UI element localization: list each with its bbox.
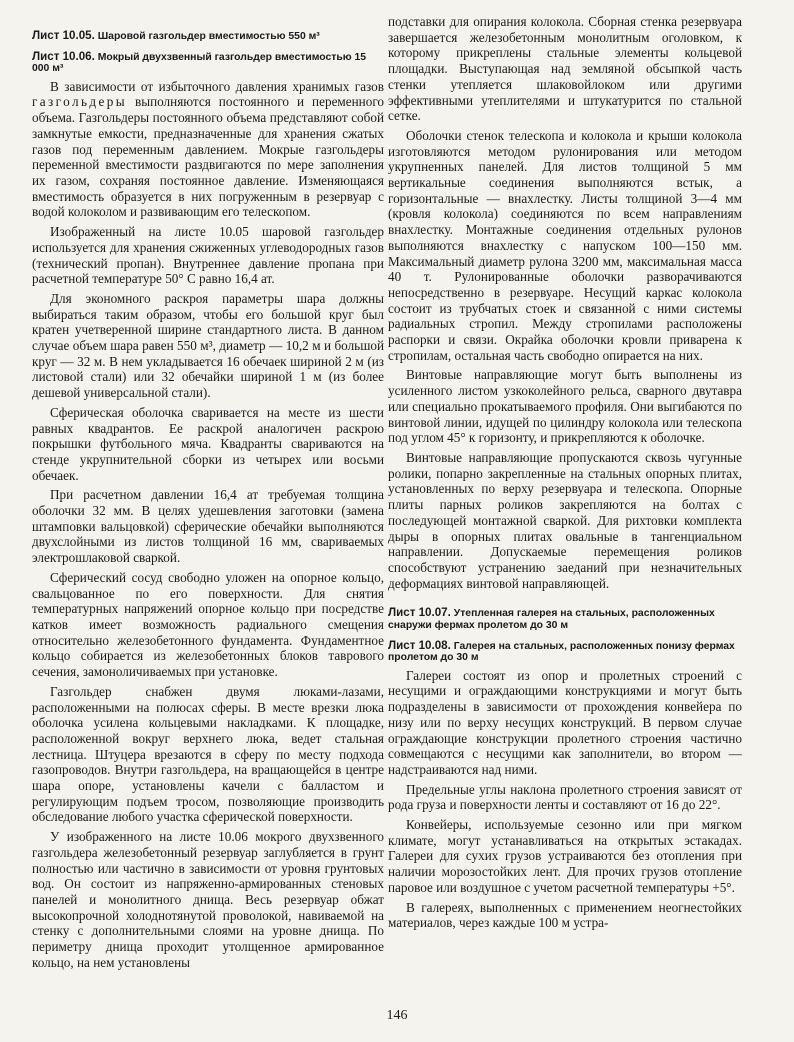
sheet-ref: Лист 10.05. [32, 29, 95, 42]
paragraph: Сферический сосуд свободно уложен на опорное кольцо, свальцованное по его поверхности. Для снятия температурных напряжений опорное кольцо при посредстве катков имеет возможность радиального смещения относительно железобетонного фундамента. Фундаментное кольцо собирается из железобетонных блоков таврового сечения, замоноличиваемых при установке. [32, 569, 384, 680]
paragraph: Предельные углы наклона пролетного строения зависят от рода груза и поверхности ленты и составляют от 16 до 22°. [388, 781, 742, 813]
paragraph-text: выполняются постоянного и переменного объема. Газгольдеры постоянного объема представляют собой замкнутые емкости, предназначенные для хранения сжатых газов под переменным давлением. Мокрые газгольдеры переменной вместимости раздвигаются по мере заполнения их газом, сохраняя постоянное давление. Изменяющаяся вместимость образуется в них погруженным в резервуар с водой колоколом и развивающим его телескопом. [32, 94, 384, 220]
paragraph: В галереях, выполненных с применением неогнестойких материалов, через каждые 100 м устра- [388, 899, 742, 931]
sheet-ref: Лист 10.06. [32, 49, 95, 63]
sheet-heading-10-05 [32, 30, 384, 43]
sheet-heading-10-08 [388, 640, 742, 664]
sheet-heading-10-06 [32, 51, 384, 75]
paragraph-intro [32, 79, 384, 220]
paragraph-text: В зависимости от избыточного давления хранимых газов [50, 78, 384, 94]
left-column [32, 18, 384, 1008]
right-column [388, 14, 742, 1004]
paragraph: Газгольдер снабжен двумя люками-лазами, расположенными на полюсах сферы. В месте врезки люка оболочка усилена кольцевыми накладками. К площадке, расположенной вокруг верхнего люка, ведет стальная лестница. Штуцера врезаются в сферу по месту подхода газопроводов. Внутри газгольдера, на вращающейся в центре шара опоре, установлены качели с балластом и регулирующим подъем тросом, позволяющие производить обследование любого участка сферической поверхности. [32, 683, 384, 825]
term-gasholders: газгольдеры [32, 94, 127, 110]
sheet-title: Шаровой газгольдер вместимостью 550 м³ [97, 31, 320, 42]
paragraph: Изображенный на листе 10.05 шаровой газгольдер используется для хранения сжиженных углеводородных газов (технический пропан). Внутреннее давление пропана при расчетной температуре 50° С равно 16,4 ат. [32, 224, 384, 287]
paragraph: У изображенного на листе 10.06 мокрого двухзвенного газгольдера железобетонный резервуар заглубляется в грунт полностью или частично в зависимости от уровня грунтовых вод. Он состоит из напряженно-армированных стеновых панелей и монолитного днища. Весь резервуар обжат высокопрочной холоднотянутой проволокой, навиваемой на стенку с дополнительными слоями на уровне днища. По периметру днища проходит утолщенное армированное кольцо, на нем установлены [32, 829, 384, 970]
paragraph: Для экономного раскроя параметры шара должны выбираться таким образом, чтобы его большой круг был кратен учетверенной ширине стандартного листа. В данном случае объем шара равен 550 м³, диаметр — 10,2 м и большой круг — 32 м. В нем укладывается 16 обечаек шириной 2 м (из листовой стали) или 32 обечайки шириной 1 м (из более дешевой универсальной стали). [32, 290, 384, 401]
paragraph-continued: подставки для опирания колокола. Сборная стенка резервуара завершается железобетонным монолитным оголовком, к которому прикреплены стальные элементы кольцевой площадки. Выступающая над земляной обсыпкой часть стенки утепляется шлаковойлоком или другими эффективными утеплителями и штукатурится по стальной сетке. [388, 14, 742, 124]
paragraph: Галереи состоят из опор и пролетных строений с несущими и ограждающими конструкциями и могут быть подразделены в зависимости от прохождения конвейера по низу или по верху несущих конструкций. В первом случае ограждающие конструкции пролетного строения частично совмещаются с несущими как заполнители, во втором — надстраиваются над ними. [388, 667, 742, 777]
paragraph: Винтовые направляющие пропускаются сквозь чугунные ролики, попарно закрепленные на стальных опорных плитах, установленных по верху резервуара и телескопа. Опорные плиты парных роликов закрепляются на болтах с последующей монтажной сваркой. Для рихтовки комплекта дыры в опорных плитах овальные в тангенциальном направлении. Допускаемые перемещения роликов способствуют устранению заеданий при незначительных деформациях винтовой направляющей. [388, 449, 742, 591]
sheet-ref: Лист 10.08. [388, 638, 451, 652]
paragraph: При расчетном давлении 16,4 ат требуемая толщина оболочки 32 мм. В целях удешевления заготовки (замена штамповки вальцовкой) сферические обечайки выполняются двухслойными из листов толщиной 16 мм, свариваемых электрошлаковой сваркой. [32, 487, 384, 566]
page-number: 146 [386, 1008, 408, 1023]
paragraph: Оболочки стенок телескопа и колокола и крыши колокола изготовляются методом рулонирования или методом укрупненных панелей. Для листов толщиной 5 мм вертикальные соединения выполняются встык, а горизонтальные — внахлестку. Листы толщиной 3—4 мм (кровля колокола) соединяются по всем направлениям внахлестку. Монтажные соединения отдельных рулонов выполняются внахлестку с напуском 100—150 мм. Максимальный диаметр рулона 3200 мм, максимальная масса 40 т. Рулонированные оболочки разворачиваются непосредственно в резервуаре. Несущий каркас колокола состоит из трубчатых стоек и связанной с ними системы радиальных стропил. Между стропилами расположены распорки и связи. Окрайка оболочки кровли приварена к стропилам, остальная часть свободно опирается на них. [388, 127, 742, 363]
sheet-ref: Лист 10.07. [388, 606, 451, 620]
sheet-title: Галерея на стальных, расположенных понизу фермах пролетом до 30 м [388, 640, 735, 664]
paragraph: Винтовые направляющие могут быть выполнены из усиленного листом узкоколейного рельса, сварного двутавра или специально прокатываемого профиля. Они выгибаются по винтовой линии, идущей по цилиндру колокола или телескопа под углом 45° к горизонту, и прикрепляются к оболочке. [388, 367, 742, 446]
paragraph: Сферическая оболочка сваривается на месте из шести равных квадрантов. Ее раскрой аналогичен раскрою покрышки футбольного мяча. Квадранты свариваются на стенде укрупнительной сборки из четырех или восьми обечаек. [32, 404, 384, 483]
paragraph: Конвейеры, используемые сезонно или при мягком климате, могут устанавливаться на открытых эстакадах. Галереи для сухих грузов устраиваются без отопления при наличии морозостойких лент. Для прочих грузов отопление паровое или воздушное с учетом расчетной температуры +5°. [388, 817, 742, 895]
sheet-title: Утепленная галерея на стальных, расположенных снаружи фермах пролетом до 30 м [388, 608, 715, 631]
sheet-heading-10-07 [388, 607, 742, 631]
sheet-title: Мокрый двухзвенный газгольдер вместимостью 15 000 м³ [32, 51, 367, 75]
